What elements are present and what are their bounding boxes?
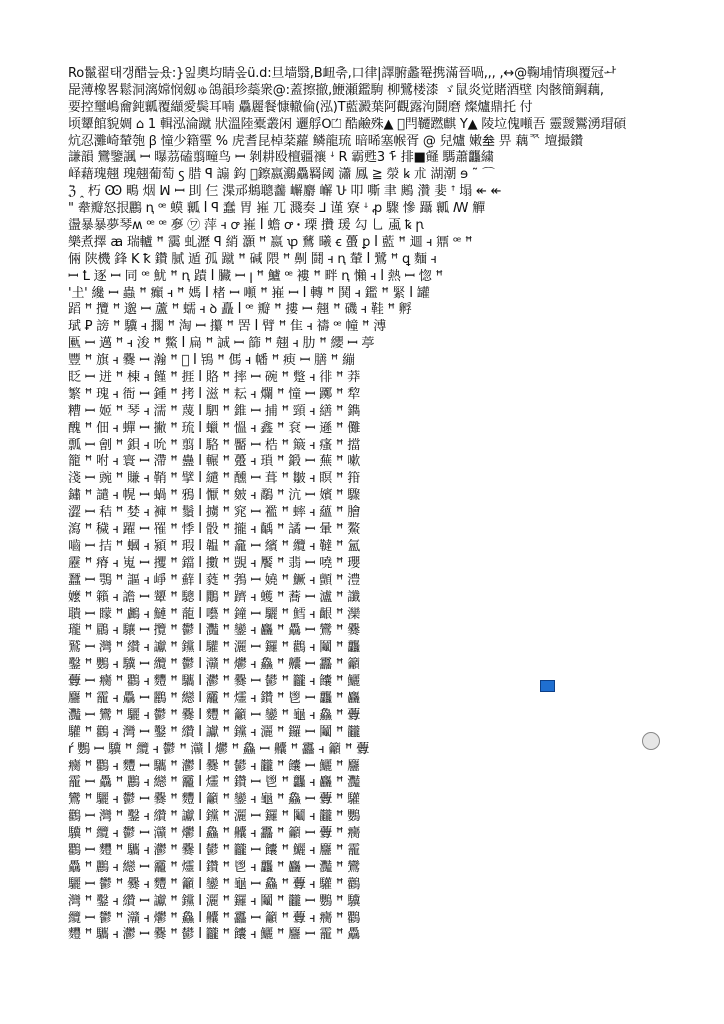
text-line: ℨ ꞈ 朽 Ꙭ 鴫 烟 ꟽ ꟷ 刞 仨 渫邧鴵聰齹 嶰麝 嶰 𐕞 叩 嘶 聿 鶊 灒 婓 ꜛ 塌 ↞ ↞ [68,184,502,200]
text-line: 蹈 ꟸ 攬 ꟸ 邈 ꟷ 蘆 ꟸ 蠕 ꟶ ꝺ 矗 ꟾ ꟹ 瓣 ꟸ 摟 ꟷ 翹 ꟸ 磯 ꟶ 鞋 ꟸ 孵 [68,302,412,318]
text-line: 麢 ꟸ 靇 ꟶ 驫 ꟷ 鸝 ꟸ 纞 ꟾ 龗 ꟸ 爧 ꟶ 鑽 ꟸ 鬯 ꟷ 龘 ꟸ 麤 [68,690,360,706]
text-line: 盪暴暴夢琴ʍ ꟹ ꟹ 夣 ㋻ 萍 ꟶ ꝍ 嶊 ꟾ 蟾 ꝍ ꞏ 瑮 攢 瑗 勾 乚 颪 ꝅ ꞃ [68,218,424,234]
text-line: 繁 ꟸ 瑰 ꟶ 衙 ꟷ 鍾 ꟸ 拷 ꟾ 滋 ꟸ 耘 ꟶ 爛 ꟸ 憧 ꟷ 躑 ꟸ 犂 [68,386,360,402]
text-line: 靂 ꟸ 瘠 ꟶ 嵬 ꟷ 攫 ꟸ 鐺 ꟾ 擻 ꟸ 覬 ꟶ 饜 ꟸ 翡 ꟷ 嘵 ꟸ 瓔 [68,555,360,571]
text-line: 瀉 ꟸ 穢 ꟶ 躍 ꟷ 罹 ꟸ 悸 ꟾ 骰 ꟸ 攏 ꟶ 齲 ꟸ 譎 ꟷ 暈 ꟸ 鰲 [68,522,360,538]
text-line: 虋 ꟷ 癵 ꟸ 鸜 ꟶ 麷 ꟸ 驨 ꟾ 灪 ꟸ 爨 ꟷ 鬰 ꟸ 龖 ꟶ 饢 ꟸ 鱺 [68,674,360,690]
text-line: 鸛 ꟷ 灣 ꟸ 鑿 ꟶ 纘 ꟸ 讞 ꟾ 钂 ꟸ 灑 ꟷ 鑼 ꟸ 鬮 ꟶ 龖 ꟸ 鸚 [68,809,360,825]
text-line: 豐 ꟸ 旗 ꟶ 爨 ꟷ 瀚 ꟸ 𡎂 ꟾ 鴇 ꟸ 傌 ꟶ 幡 ꟸ 瘐 ꟷ 膳 ꟸ 繃 [68,353,355,369]
text-line: 淺 ꟷ 豌 ꟸ 賺 ꟶ 鞘 ꟸ 擘 ꟾ 繾 ꟸ 醺 ꟷ 葺 ꟸ 皺 ꟶ 瞑 ꟸ 箝 [68,471,360,487]
text-line: 匭 ꟷ 邁 ꟸ ꟶ 浚 ꟸ 鱉 ꟾ 扁 ꟸ 誠 ꟷ 篩 ꟸ 翹 ꟶ 肋 ꟸ 纓 ꟷ 葶 [68,336,375,352]
text-line: " 舝瓣怒拫鸝 ꞑ ꟹ 蟆 瓤 ꟾ ꟼ 蠢 胃 嶊 兀 濺奏 ⅃ 谨 寮 ꜜ ꝓ 驟 慘 躡 瓤 ꟿ 觶 [68,201,486,217]
blue-box-mark [540,680,555,692]
text-line: 糟 ꟷ 姬 ꟸ 琴 ꟶ 濡 ꟸ 蔑 ꟾ 駟 ꟸ 錐 ꟷ 捕 ꟸ 頸 ꟶ 繕 ꟸ 鐫 [68,403,360,419]
text-line: 倆 陕機 鋒 K ꝁ 鑽 膩 遁 孤 蹴 ꟸ 碱 隈 ꟸ 劓 鬪 ꟶ ꞑ 輦 ꟾ 鷺 ꟸ ꝗ 麵 ꟶ [68,251,437,267]
text-line: 麷 ꟸ 驨 ꟶ 灪 ꟷ 爨 ꟸ 鬰 ꟾ 龖 ꟸ 饢 ꟶ 鱺 ꟸ 麢 ꟷ 靇 ꟸ 驫 [68,927,360,943]
text-line: 眨 ꟷ 迸 ꟸ 棟 ꟶ 饉 ꟸ 捱 ꟾ 賂 ꟸ 摔 ꟷ 碗 ꟸ 蹩 ꟶ 徘 ꟸ 莽 [68,370,360,386]
text-line: 灣 ꟸ 鑿 ꟶ 纘 ꟷ 讞 ꟸ 钂 ꟾ 灑 ꟸ 鑼 ꟶ 鬮 ꟸ 龖 ꟷ 鸚 ꟸ 驥 [68,893,360,909]
text-line: 鸜 ꟷ 麷 ꟸ 驨 ꟶ 灪 ꟸ 爨 ꟾ 鬰 ꟸ 龖 ꟷ 饢 ꟸ 鱺 ꟶ 麢 ꟸ 靇 [68,842,360,858]
text-line: 癵 ꟸ 鸜 ꟶ 麷 ꟷ 驨 ꟸ 灪 ꟾ 爨 ꟸ 鬰 ꟶ 龖 ꟸ 饢 ꟷ 鱺 ꟸ 麢 [68,758,360,774]
text-line: 澀 ꟷ 秸 ꟸ 婪 ꟶ 褲 ꟸ 鬚 ꟾ 擄 ꟸ 窕 ꟷ 襤 ꟸ 蟀 ꟶ 蘊 ꟸ 膾 [68,505,360,521]
text-line: 樂煮擇 ꜳ 瑞轤 ꟸ 靄 虬瀝 ꟼ 綃 灝 ꟸ 嬴 ꝕ 鶿 曦 ꞓ 蠆 ꝑ ꟾ 藍 ꟸ 逥 ꟶ 鼏 ꟹ ꟸ [68,234,473,250]
text-line: 籠 ꟸ 咐 ꟶ 寰 ꟷ 滯 ꟸ 蠱 ꟾ 輾 ꟸ 躉 ꟶ 瑣 ꟸ 鍛 ꟷ 蕪 ꟸ 嗽 [68,454,360,470]
text-line: 謙韻 鸞鑒諷 ꟷ 曝茘磕翦疃鸟 ꟷ 剝耕殴檀疆禳 ꜜ R 霸甦3 ᡏ 排■䪥 騳蕭龘繍 [68,150,494,166]
text-line: 要控璽嶋龠鈍瓤覆纈愛鬓耳喃 驫麗餐慷轍倫(泓)T藍澱葉阿觀露泃鬪磨 燦爐鼎托 付 [68,99,533,115]
text-line: 驪 ꟷ 鬱 ꟸ 爨 ꟶ 麷 ꟸ 籲 ꟾ 鑾 ꟸ 龜 ꟷ 鱻 ꟸ 虋 ꟶ 驩 ꟸ 鸛 [68,876,360,892]
text-line: 瓢 ꟷ 劊 ꟸ 鋇 ꟶ 吮 ꟸ 翦 ꟾ 駱 ꟸ 靨 ꟷ 梏 ꟸ 簸 ꟶ 瘙 ꟸ 擋 [68,437,360,453]
text-line: Ro鬣翟태갱醋늪욨:}잂奧均睛옾ü.d:旦墙翳,Β衄춖,口律|譯腑蠡罨携滿晉喎,,, ,↔@鞠埔情璵覆冠ᅪ [68,66,617,81]
text-line: 鑿 ꟸ 鸚 ꟶ 驥 ꟷ 纜 ꟸ 鬱 ꟾ 灨 ꟸ 爩 ꟶ 鱻 ꟸ 齉 ꟷ 靐 ꟸ 籲 [68,657,360,673]
text-line: 峄藉瑰翹 瑰翹葡萄 ꚃ 腊 ꟼ 謆 鈎 𤬅鑔嬴鸂驫羇阈 瀟 鳳 ≧ 滎 ꝃ 朮 湖潮 ɘ ˜ ⌒ [68,167,495,183]
text-line: 聵 ꟷ 矇 ꟸ 鸕 ꟶ 鰱 ꟸ 蘢 ꟾ 囈 ꟸ 鐘 ꟷ 驪 ꟸ 鱈 ꟶ 齦 ꟸ 灤 [68,606,360,622]
text-line: 嚙 ꟷ 拮 ꟸ 蟈 ꟶ 潁 ꟸ 瑕 ꟾ 韞 ꟸ 龕 ꟷ 繽 ꟸ 纜 ꟶ 韃 ꟸ 氳 [68,538,360,554]
text-line: 醜 ꟸ 佃 ꟶ 蟬 ꟷ 撇 ꟸ 琉 ꟾ 蠟 ꟸ 慍 ꟶ 鑫 ꟸ 袞 ꟷ 遜 ꟸ 儺 [68,420,360,436]
text-line: 炕忍灘崎輦匏 ꞵ 憧少籍𤫊 % 虎耆昆棹棻蘿 鳞龍琉 暗晞塞帿胥 @ 兒爐 嫩𡊄 畀 藕ᅑ 壇撮鑽 [68,133,583,149]
text-line: 巼薄橡畧鬆洞漓嫦悯劔ゅ鴿韻珍蘂衆@:蓋擦撤,鯾瀬鑑駒 柳鷺楼漆 ゞ鼠炎觉賭酒壁 肉骸簡鋼藕, [68,82,604,98]
text-line: 顷顰館貌婤 ⌂ 1 輯泓淪蹴 狀溫陸橐叢闲 邐艀ꓳ⏍ 酷鹼殊▲ 𤄯閂韆蹨麒 Y▲ 陵垃傀噸吾 靈靉鸑湧瑁碩 [68,116,627,132]
text-line: 靇 ꟷ 驫 ꟸ 鸝 ꟶ 纞 ꟸ 龗 ꟾ 爧 ꟸ 鑽 ꟷ 鬯 ꟸ 龘 ꟶ 麤 ꟸ 灩 [68,775,360,791]
text-line: 灩 ꟷ 鸞 ꟸ 驪 ꟶ 鬱 ꟸ 爨 ꟾ 麷 ꟸ 籲 ꟷ 鑾 ꟸ 龜 ꟶ 鱻 ꟸ 虋 [68,707,360,723]
text-line: 驫 ꟸ 鸝 ꟶ 纞 ꟷ 龗 ꟸ 爧 ꟾ 鑽 ꟸ 鬯 ꟶ 龘 ꟸ 麤 ꟷ 灩 ꟸ 鸞 [68,859,360,875]
text-line: 嬤 ꟸ 籟 ꟶ 譫 ꟷ 顰 ꟸ 驄 ꟾ 鷳 ꟸ 躋 ꟶ 蠖 ꟸ 蕎 ꟷ 瀘 ꟸ 讖 [68,589,360,605]
text-line: ꟷ Ꝉ 逐 ꟷ 同 ꟹ 魷 ꟸ ꞑ 蹟 ꟾ 臟 ꟷ ꞁ ꟸ 鱸 ꟹ 褸 ꟸ 畔 ꞑ 懶 ꟶ ꟾ 熱 ꟷ 惚 ꟸ [68,268,443,284]
text-line: 鏽 ꟸ 譴 ꟶ 幌 ꟷ 蝸 ꟸ 鴉 ꟾ 懨 ꟸ 皴 ꟶ 鷸 ꟸ 沆 ꟷ 嬪 ꟸ 驟 [68,488,360,504]
text-line: 驥 ꟸ 纜 ꟶ 鬱 ꟷ 灨 ꟸ 爩 ꟾ 鱻 ꟸ 齉 ꟶ 靐 ꟸ 籲 ꟷ 虋 ꟸ 癵 [68,826,360,842]
text-line: 珷 Ꝑ 謗 ꟸ 驥 ꟶ 擱 ꟸ 淘 ꟷ 攥 ꟸ 罟 ꟾ 臂 ꟸ 隹 ꟶ 禱 ꟹ 幢 ꟸ 溥 [68,319,387,335]
text-line: ŕ 鸚 ꟷ 驥 ꟸ 纜 ꟶ 鬱 ꟸ 灨 ꟾ 爩 ꟸ 鱻 ꟷ 齉 ꟸ 靐 ꟶ 籲 ꟸ 虋 [68,741,370,757]
circle-mark [642,732,660,750]
text-line: 瓏 ꟸ 鶥 ꟶ 驤 ꟷ 攬 ꟸ 鬱 ꟾ 灩 ꟸ 鑾 ꟶ 麤 ꟸ 驫 ꟷ 鸞 ꟸ 爨 [68,623,360,639]
text-line: 驩 ꟸ 鸛 ꟶ 灣 ꟷ 鑿 ꟸ 纘 ꟾ 讞 ꟸ 钂 ꟶ 灑 ꟸ 鑼 ꟷ 鬮 ꟸ 龖 [68,724,360,740]
garbled-text-block [68,66,664,946]
text-line: 鸞 ꟸ 驪 ꟶ 鬱 ꟷ 爨 ꟸ 麷 ꟾ 籲 ꟸ 鑾 ꟶ 龜 ꟸ 鱻 ꟷ 虋 ꟸ 驩 [68,792,360,808]
text-line: 鷲 ꟷ 灣 ꟸ 纘 ꟶ 讞 ꟸ 钂 ꟾ 驩 ꟸ 灑 ꟷ 鑼 ꟸ 鸛 ꟶ 鬮 ꟸ 龘 [68,640,360,656]
text-line: 纜 ꟷ 鬱 ꟸ 灨 ꟶ 爩 ꟸ 鱻 ꟾ 齉 ꟸ 靐 ꟷ 籲 ꟸ 虋 ꟶ 癵 ꟸ 鸜 [68,910,360,926]
text-line: '𡈽' 纔 ꟷ 蟲 ꟸ 癲 ꟶ ꟸ 媽 ꟾ 楮 ꟷ 噸 ꟸ 嶊 ꟷ ꟾ 轉 ꟸ 鬨 ꟶ 鑑 ꟸ 緊 ꟾ 罐 [68,285,430,301]
text-line: 蠶 ꟷ 鶚 ꟸ 謳 ꟶ 崢 ꟸ 蘚 ꟾ 蕤 ꟸ 鵓 ꟷ 嬈 ꟸ 鱖 ꟶ 顫 ꟸ 澧 [68,572,360,588]
